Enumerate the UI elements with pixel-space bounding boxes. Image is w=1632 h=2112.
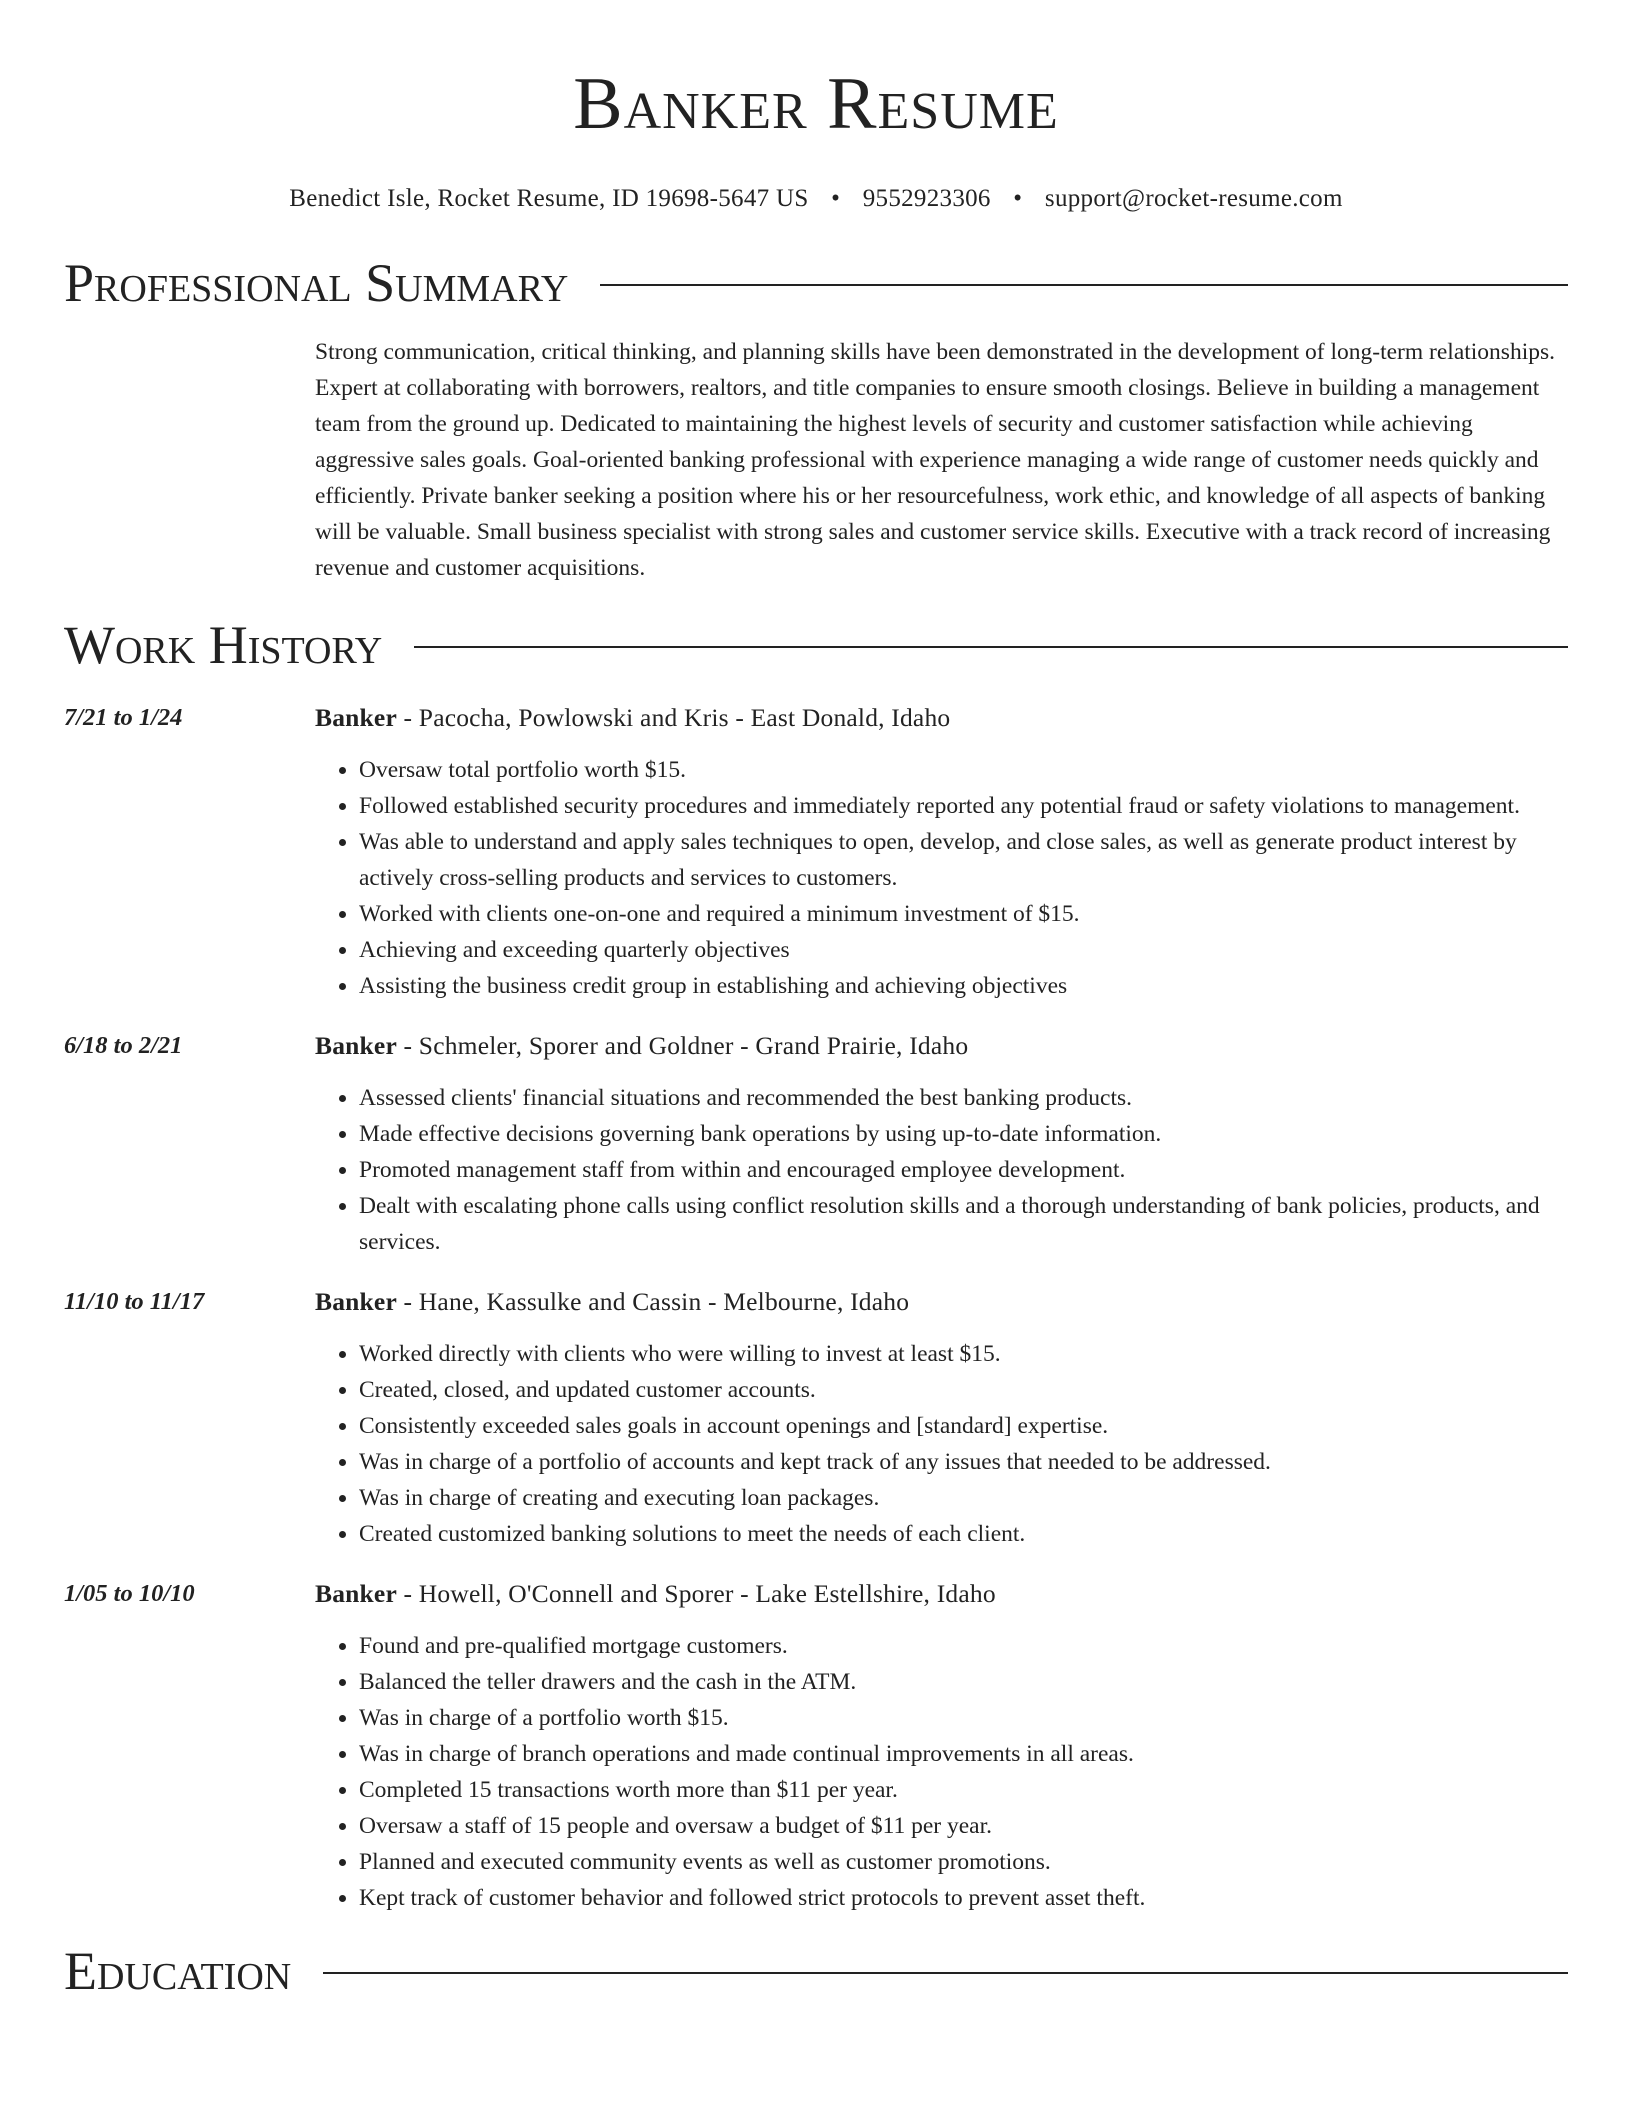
- job-dates: 6/18 to 2/21: [64, 1032, 183, 1059]
- work-section-header: [64, 610, 1568, 680]
- job-bullet: • Followed established security procedures and immediately reported any potential fraud or safety violations to management.: [359, 788, 1568, 824]
- job-bullet: • Balanced the teller drawers and the cash in the ATM.: [359, 1664, 1568, 1700]
- job-bullet: • Was in charge of a portfolio worth $15.: [359, 1700, 1568, 1736]
- section-divider: [323, 1972, 1568, 1974]
- job-entry: [64, 1284, 1568, 1552]
- job-dates: 11/10 to 11/17: [64, 1288, 205, 1315]
- section-divider: [600, 284, 1568, 286]
- job-dates: 1/05 to 10/10: [64, 1580, 195, 1607]
- job-role: Banker: [315, 1287, 397, 1316]
- work-section-title: Work History: [64, 615, 383, 675]
- job-bullet: • Was in charge of branch operations and made continual improvements in all areas.: [359, 1736, 1568, 1772]
- job-employer: - Pacocha, Powlowski and Kris - East Donald, Idaho: [396, 703, 951, 732]
- job-bullets: [315, 1336, 1568, 1552]
- job-title-line: [315, 700, 1568, 736]
- job-bullets: [315, 1628, 1568, 1916]
- job-bullet: • Found and pre-qualified mortgage customers.: [359, 1628, 1568, 1664]
- education-section-header: [64, 1936, 1568, 2006]
- contact-address: Benedict Isle, Rocket Resume, ID 19698-5647 US: [289, 185, 809, 212]
- job-bullet: • Achieving and exceeding quarterly objectives: [359, 932, 1568, 968]
- contact-line: [64, 182, 1568, 216]
- resume-header: [64, 0, 1568, 216]
- job-entry: [64, 700, 1568, 1004]
- job-bullet: • Assisting the business credit group in establishing and achieving objectives: [359, 968, 1568, 1004]
- resume-name: Banker Resume: [573, 63, 1059, 145]
- job-bullet: • Consistently exceeded sales goals in account openings and [standard] expertise.: [359, 1408, 1568, 1444]
- job-body: [315, 1576, 1568, 1916]
- job-role: Banker: [315, 1579, 397, 1608]
- job-bullet: • Worked directly with clients who were willing to invest at least $15.: [359, 1336, 1568, 1372]
- contact-separator: •: [831, 185, 841, 212]
- job-bullets: [315, 752, 1568, 1004]
- job-bullet: • Was able to understand and apply sales techniques to open, develop, and close sales, as well as generate product interest by actively cross-selling products and services to customers.: [359, 824, 1568, 896]
- job-title-line: [315, 1576, 1568, 1612]
- contact-phone: 9552923306: [862, 185, 991, 212]
- summary-text: Strong communication, critical thinking, and planning skills have been demonstrated in the development of long-term relationships. Expert at collaborating with borrowers, realtors, and title companies to ensure smooth closings. Believe in building a management team from the ground up. Dedicated to maintaining the highest levels of security and customer satisfaction while achieving aggressive sales goals. Goal-oriented banking professional with experience managing a wide range of customer needs quickly and efficiently. Private banker seeking a position where his or her resourcefulness, work ethic, and knowledge of all aspects of banking will be valuable. Small business specialist with strong sales and customer service skills. Executive with a track record of increasing revenue and customer acquisitions.: [315, 339, 1556, 581]
- contact-separator: •: [1013, 185, 1023, 212]
- section-divider: [414, 646, 1568, 648]
- job-employer: - Howell, O'Connell and Sporer - Lake Estellshire, Idaho: [396, 1579, 996, 1608]
- job-bullet: • Was in charge of a portfolio of accounts and kept track of any issues that needed to be addressed.: [359, 1444, 1568, 1480]
- job-bullets: [315, 1080, 1568, 1260]
- job-role: Banker: [315, 703, 397, 732]
- job-bullet: • Oversaw total portfolio worth $15.: [359, 752, 1568, 788]
- job-bullet: • Assessed clients' financial situations and recommended the best banking products.: [359, 1080, 1568, 1116]
- contact-email: support@rocket-resume.com: [1044, 185, 1343, 212]
- job-bullet: • Created, closed, and updated customer accounts.: [359, 1372, 1568, 1408]
- summary-section-title: Professional Summary: [64, 253, 569, 313]
- job-bullet: • Was in charge of creating and executing loan packages.: [359, 1480, 1568, 1516]
- job-bullet: • Dealt with escalating phone calls using conflict resolution skills and a thorough understanding of bank policies, products, and services.: [359, 1188, 1568, 1260]
- job-body: [315, 1028, 1568, 1260]
- job-bullet: • Kept track of customer behavior and followed strict protocols to prevent asset theft.: [359, 1880, 1568, 1916]
- summary-section-header: [64, 248, 1568, 318]
- job-title-line: [315, 1028, 1568, 1064]
- job-bullet: • Completed 15 transactions worth more than $11 per year.: [359, 1772, 1568, 1808]
- job-entry: [64, 1028, 1568, 1260]
- job-employer: - Schmeler, Sporer and Goldner - Grand Prairie, Idaho: [396, 1031, 969, 1060]
- job-title-line: [315, 1284, 1568, 1320]
- education-section-title: Education: [64, 1941, 292, 2001]
- job-bullet: • Created customized banking solutions to meet the needs of each client.: [359, 1516, 1568, 1552]
- job-bullet: • Promoted management staff from within and encouraged employee development.: [359, 1152, 1568, 1188]
- job-bullet: • Worked with clients one-on-one and required a minimum investment of $15.: [359, 896, 1568, 932]
- job-role: Banker: [315, 1031, 397, 1060]
- job-body: [315, 1284, 1568, 1552]
- job-dates: 7/21 to 1/24: [64, 704, 183, 731]
- job-bullet: • Made effective decisions governing bank operations by using up-to-date information.: [359, 1116, 1568, 1152]
- job-body: [315, 700, 1568, 1004]
- job-entry: [64, 1576, 1568, 1916]
- job-bullet: • Planned and executed community events as well as customer promotions.: [359, 1844, 1568, 1880]
- job-bullet: • Oversaw a staff of 15 people and oversaw a budget of $11 per year.: [359, 1808, 1568, 1844]
- job-employer: - Hane, Kassulke and Cassin - Melbourne, Idaho: [396, 1287, 910, 1316]
